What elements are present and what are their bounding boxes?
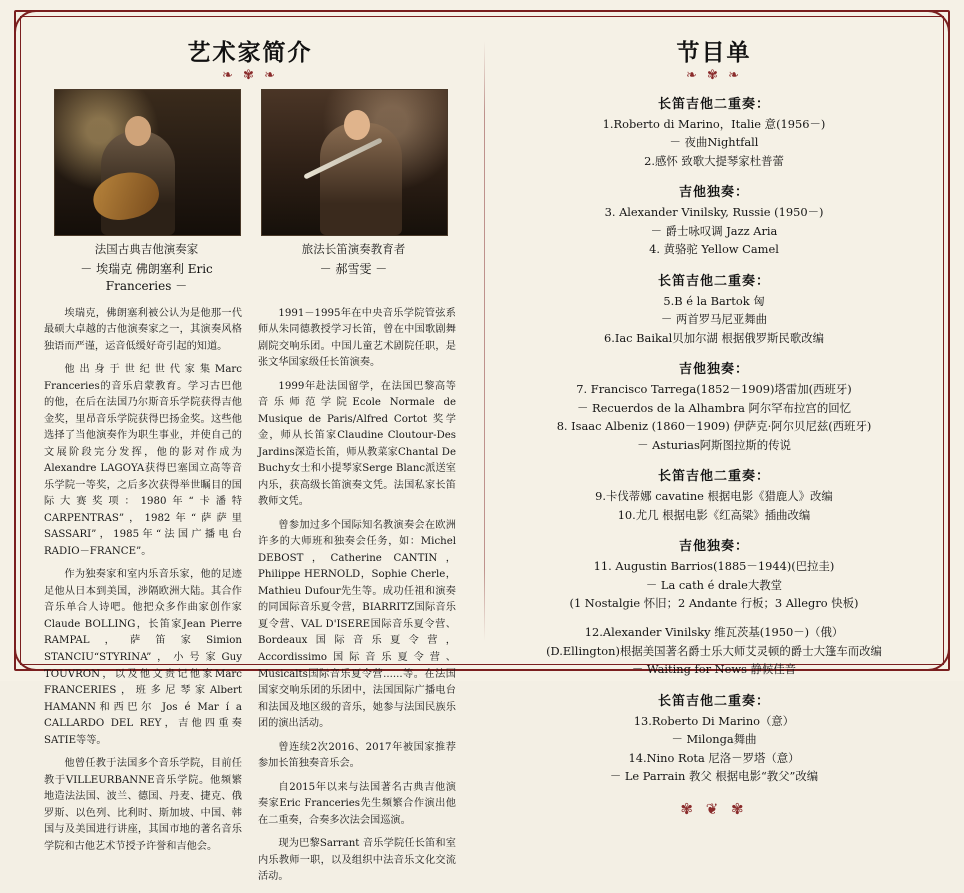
program-piece: (D.Ellington)根据美国著名爵士乐大师艾灵顿的爵士大篷车而改编	[546, 643, 882, 658]
program-piece: － 爵士咏叹调 Jazz Aria	[650, 223, 778, 238]
guitarist-name: － 埃瑞克 佛朗塞利 Eric Franceries －	[80, 261, 213, 293]
program-piece: 2.感怀 致歌大提琴家杜普蕾	[644, 153, 784, 168]
program-piece: － Recuerdos de la Alhambra 阿尔罕布拉宫的回忆	[576, 400, 851, 415]
program-piece: － Milonga舞曲	[671, 732, 757, 747]
flutist-photo	[261, 89, 448, 236]
program-piece: 12.Alexander Vinilsky 维瓦茨基(1950－)（俄）	[584, 625, 844, 640]
program-list	[510, 93, 918, 786]
end-flourish-ornament-icon: ✾ ❦ ✾	[680, 799, 748, 818]
program-piece: 11. Augustin Barrios(1885－1944)(巴拉圭)	[593, 559, 835, 574]
program-group	[510, 93, 918, 170]
artist-bio-column	[34, 28, 464, 883]
flourish-ornament-icon: ❧ ✾ ❧	[686, 68, 742, 83]
program-group-title: 长笛吉他二重奏：	[657, 693, 770, 709]
bio-paragraph: 1991－1995年在中央音乐学院管弦系师从朱同德教授学习长笛，曾在中国歌剧舞剧院交响乐团。中国儿童艺术剧院任职，是张文华国家级任长笛演奏。	[258, 307, 456, 369]
program-piece: 9.卡伐蒂娜 cavatine 根据电影《猎鹿人》改编	[595, 489, 833, 504]
bio-paragraph: 曾参加过多个国际知名教演奏会在欧洲许多的大师班和独奏会任务，如：Michel DEBOST，Catherine CANTIN，Philippe HERNOLD，Sophie Cherle，Mathieu Dufour先生等。成功任祖和演奏的同国际音乐夏令营，BIARRITZ国际音乐夏令营、VAL D'ISERE国际音乐夏令营、Bordeaux国际音乐夏令营，Accordissimo国际音乐夏令营、Musicalts国际音乐夏令营......等。在法国国家交响乐团的乐团中，法国国际广播电台和法国及地区级的音乐，她参与法国民族乐团的演出活动。	[258, 519, 456, 730]
bio-paragraph: 自2015年以来与法国著名古典吉他演奏家Eric Franceries先生频繁合作演出他在二重奏，合奏多次法会国巡演。	[258, 781, 456, 826]
artist-photos	[44, 89, 456, 294]
flutist-figure	[320, 123, 402, 235]
artist-photo-block-guitarist	[54, 89, 239, 294]
bio-paragraph: 他出身于世纪世代家集Marc Franceries的音乐启蒙教育。学习古巴他的他，在后在法国乃尔斯音乐学院获得吉他金奖，里昂音乐学院获得巴扬金奖。这些他选择了当他演奏作为职生事业，并使自己的文展阶段完分发挥，他的影对作成为Alexandre LAGOYA获得巴塞国立高等音乐学院一等奖，之后多次获得举世瞩目的国际大赛奖项：1980年“卡潘特CARPENTRAS”，1982年“萨萨里SASSARI”，1985年“法国广播电台RADIO－FRANCE”。	[44, 364, 242, 557]
page-content	[34, 28, 930, 883]
program-group	[510, 358, 918, 454]
bio-column-flutist	[258, 306, 456, 893]
program-piece: － Waiting for News 静候佳音	[631, 662, 797, 677]
artist-photo-block-flutist	[261, 89, 446, 294]
program-piece: 4. 黄骆驼 Yellow Camel	[649, 242, 779, 257]
program-piece: (1 Nostalgie 怀旧；2 Andante 行板；3 Allegro 快板)	[569, 595, 859, 610]
program-group-title: 吉他独奏：	[678, 185, 749, 201]
program-piece: － 夜曲Nightfall	[669, 135, 759, 150]
program-group-title: 长笛吉他二重奏：	[657, 97, 770, 112]
bio-paragraph: 1999年赴法国留学，在法国巴黎高等音乐师范学院Ecole Normale de Musique de Paris/Alfred Cortot 奖学金，师从长笛家Claudine Cloutour-Des Jardins深造长笛，师从教菜家Chantal De Buchy女士和小提琴家Serge Blanc派送室内乐，获高级长笛演奏文凭。法国私家长笛教师文凭。	[258, 380, 456, 508]
program-piece: 8. Isaac Albeniz (1860－1909) 伊萨克·阿尔贝尼兹(西班牙)	[556, 419, 872, 434]
program-title: 节目单	[676, 40, 752, 66]
bio-paragraph: 现为巴黎Sarrant 音乐学院任长笛和室内乐教师一职，以及组织中法音乐文化交流活动。	[258, 838, 456, 883]
program-group	[510, 623, 918, 678]
guitarist-head	[125, 116, 151, 146]
program-group	[510, 465, 918, 524]
program-piece: － Asturias阿斯图拉斯的传说	[637, 437, 791, 452]
program-piece: 7. Francisco Tarrega(1852－1909)塔雷加(西班牙)	[576, 382, 852, 397]
program-group-title: 吉他独奏：	[678, 362, 749, 378]
bio-paragraph: 他曾任教于法国多个音乐学院，目前任教于VILLEURBANNE音乐学院。他频繁地造法法国、波兰、德国、丹麦、捷克、俄罗斯、以色列、比利时、斯加坡、中国、韩国与及美国进行讲座，其国市地的著名音乐学院和古他艺术节授予许誉和吉他会。	[44, 758, 242, 852]
program-group	[510, 270, 918, 347]
bio-paragraph: 埃瑞克，佛朗塞利被公认为是他那一代最硕大卓越的古他演奏家之一，其演奏风格独语而严谨，运音低缓好奇引起的知道。	[44, 307, 242, 352]
bio-paragraph: 作为独奏家和室内乐音乐家，他的足迹足他从日本到美国，涉隔欧洲大陆。其合作音乐单合人诗吧。他把众多作曲家创作家Claude BOLLING，长笛家Jean Pierre RAMPAL，萨笛家Simion STANCIU“STYRINA”，小号家Guy TOUVRON，以及他文贵记他家Marc FRANCERIES，班多尼琴家Albert HAMANN和西巴尔 Jos é Mar í a CALLARDO DEL REY，吉他四重奏SATIE等等。	[44, 569, 242, 746]
program-group-title: 吉他独奏：	[678, 539, 749, 555]
program-piece: 13.Roberto Di Marino（意）	[633, 713, 795, 728]
flourish-ornament-icon: ❧ ✾ ❧	[222, 68, 278, 83]
artist-bio-title: 艺术家简介	[187, 40, 313, 66]
program-piece: － Le Parrain 教父 根据电影“教父”改编	[609, 769, 819, 784]
guitarist-photo	[54, 89, 241, 236]
flutist-head	[344, 110, 370, 140]
guitarist-caption: 法国古典吉他演奏家	[94, 242, 199, 256]
bio-paragraph: 曾连续2次2016、2017年被国家推荐参加长笛独奏音乐会。	[258, 741, 456, 770]
program-piece: 1.Roberto di Marino，Italie 意(1956－)	[602, 117, 826, 131]
program-group-title: 长笛吉他二重奏：	[657, 469, 770, 485]
program-group-title: 长笛吉他二重奏：	[657, 273, 770, 289]
divider-line	[484, 41, 485, 641]
column-divider	[464, 28, 504, 653]
program-piece: 5.B é la Bartok 匈	[663, 293, 765, 308]
program-piece: － La cath é drale大教堂	[645, 577, 783, 592]
program-piece: 14.Nino Rota 尼洛－罗塔（意）	[628, 750, 800, 765]
program-group	[510, 690, 918, 786]
program-group	[510, 535, 918, 612]
program-column	[504, 28, 930, 818]
flutist-name: － 郝雪雯 －	[319, 261, 388, 276]
program-piece: 3. Alexander Vinilsky, Russie (1950－)	[604, 205, 824, 220]
program-group	[510, 181, 918, 258]
program-piece: 6.Iac Baikal贝加尔湖 根据俄罗斯民歌改编	[604, 330, 824, 345]
bio-column-guitarist	[44, 306, 242, 893]
bio-text-columns	[44, 306, 456, 893]
program-piece: － 两首罗马尼亚舞曲	[660, 312, 768, 327]
flutist-caption: 旅法长笛演奏教育者	[301, 242, 406, 256]
program-piece: 10.尤几 根据电影《红高粱》插曲改编	[617, 507, 811, 522]
